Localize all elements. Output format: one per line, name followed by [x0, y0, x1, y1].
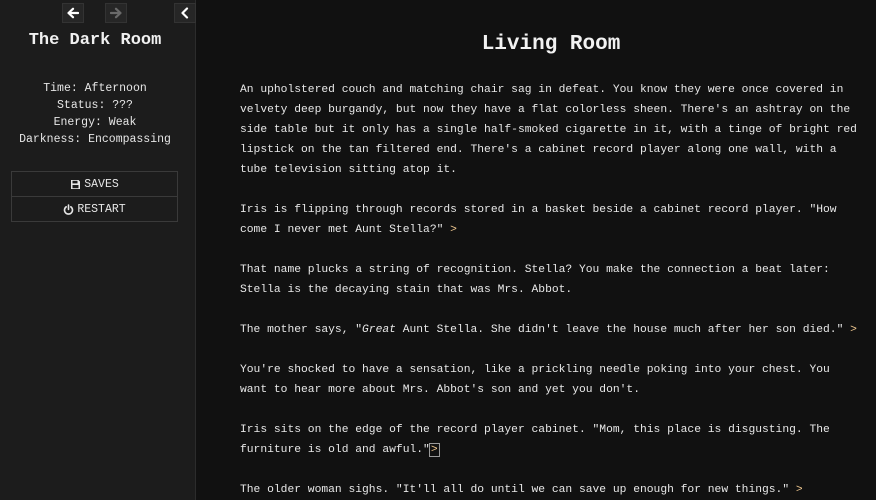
paragraph-text-end: Aunt Stella. She didn't leave the house much after her son died.": [395, 324, 844, 336]
floppy-disk-icon: [70, 179, 81, 190]
passage-body: [240, 80, 862, 500]
stats-panel: [0, 80, 190, 148]
passage-paragraph: [240, 420, 862, 460]
passage-paragraph: [240, 360, 862, 400]
passage-paragraph: [240, 260, 862, 300]
passage-paragraph: [240, 480, 862, 500]
passage-paragraph: [240, 320, 862, 340]
passage-title: Living Room: [481, 33, 621, 56]
emphasis-text: Great: [362, 324, 396, 336]
continue-link-focused[interactable]: >: [430, 444, 438, 456]
stat-darkness: Darkness: Encompassing: [19, 133, 171, 146]
continue-link[interactable]: >: [450, 224, 457, 236]
saves-label: SAVES: [84, 177, 119, 191]
restart-label: RESTART: [77, 202, 126, 216]
paragraph-text-start: The mother says, ": [240, 324, 363, 336]
story-menu: [11, 171, 178, 222]
paragraph-text: Iris is flipping through records stored in a basket beside a cabinet record player. "How come I never met Aunt Stella?": [240, 204, 837, 236]
arrow-right-icon: [110, 7, 122, 19]
story-title: The Dark Room: [28, 31, 162, 50]
passage-paragraph: [240, 80, 862, 180]
sidebar: [0, 0, 196, 500]
history-forward-button[interactable]: [105, 3, 127, 23]
stat-energy: Energy: Weak: [53, 116, 137, 129]
paragraph-text: An upholstered couch and matching chair sag in defeat. You know they were once covered in velvety deep burgandy, but now they have a flat colorless sheen. There's an ashtray on the side table but it only has a single half-smoked cigarette in it, with a tinge of bright red lipstick on the tan filtered end. There's a cabinet record player along one wall, with a tube television sitting atop it.: [240, 84, 857, 176]
chevron-left-icon: [179, 7, 191, 19]
stat-status: Status: ???: [57, 99, 133, 112]
history-back-button[interactable]: [62, 3, 84, 23]
passage-paragraph: [240, 200, 862, 240]
restart-button[interactable]: [12, 196, 177, 221]
paragraph-text: Iris sits on the edge of the record player cabinet. "Mom, this place is disgusting. The furniture is old and awful.": [240, 424, 830, 456]
power-icon: [63, 204, 74, 215]
paragraph-text: The older woman sighs. "It'll all do until we can save up enough for new things.": [240, 484, 790, 496]
paragraph-text: That name plucks a string of recognition. Stella? You make the connection a beat later: Stella is the decaying stain that was Mrs. Abbot.: [240, 264, 830, 296]
arrow-left-icon: [67, 7, 79, 19]
continue-link[interactable]: >: [795, 484, 803, 496]
paragraph-text: You're shocked to have a sensation, like a prickling needle poking into your chest. You want to hear more about Mrs. Abbot's son and yet you don't.: [240, 364, 830, 396]
continue-link[interactable]: >: [850, 324, 857, 336]
passage: [240, 0, 862, 500]
saves-button[interactable]: [12, 172, 177, 196]
stat-time: Time: Afternoon: [43, 82, 147, 95]
sidebar-collapse-button[interactable]: [174, 3, 196, 23]
